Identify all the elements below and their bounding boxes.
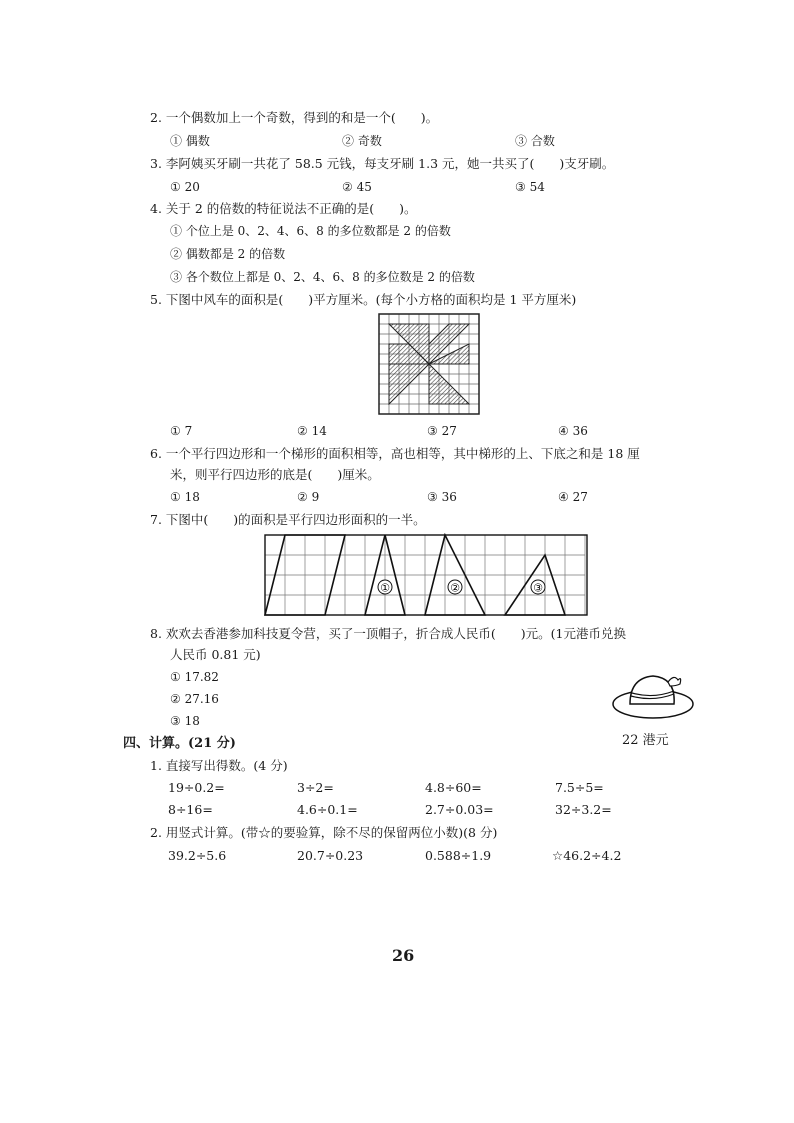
q3-option-3: ③ 54 bbox=[515, 180, 545, 194]
q8-option-3: ③ 18 bbox=[170, 714, 200, 728]
q4-option-1: ① 个位上是 0、2、4、6、8 的多位数都是 2 的倍数 bbox=[170, 224, 451, 238]
q6-option-4: ④ 27 bbox=[558, 490, 588, 504]
q6-text-line1: 6. 一个平行四边形和一个梯形的面积相等，高也相等，其中梯形的上、下底之和是 18 厘 bbox=[150, 446, 640, 461]
hat-price: 22 港元 bbox=[622, 733, 669, 748]
pinwheel-grid-figure bbox=[376, 311, 482, 417]
q2-option-1: ① 偶数 bbox=[170, 134, 210, 148]
q3-option-2: ② 45 bbox=[342, 180, 372, 194]
vertical-calc-3: 0.588÷1.9 bbox=[425, 848, 492, 863]
q7-text: 7. 下图中( )的面积是平行四边形面积的一半。 bbox=[150, 512, 426, 527]
q5-option-4: ④ 36 bbox=[558, 424, 588, 438]
calc-1-3: 4.8÷60= bbox=[425, 780, 482, 795]
page-number: 26 bbox=[392, 946, 415, 965]
q6-option-1: ① 18 bbox=[170, 490, 200, 504]
q3-text: 3. 李阿姨买牙刷一共花了 58.5 元钱，每支牙刷 1.3 元，她一共买了( )支牙刷。 bbox=[150, 156, 615, 171]
q8-option-1: ① 17.82 bbox=[170, 670, 219, 684]
q4-option-3: ③ 各个数位上都是 0、2、4、6、8 的多位数是 2 的倍数 bbox=[170, 270, 475, 284]
q5-option-1: ① 7 bbox=[170, 424, 193, 438]
calc-1-2: 3÷2= bbox=[297, 780, 334, 795]
hat-icon bbox=[608, 666, 698, 726]
triangle-2-label: ② bbox=[450, 581, 460, 595]
triangles-grid-figure bbox=[263, 533, 593, 618]
q2-option-3: ③ 合数 bbox=[515, 134, 555, 148]
q8-option-2: ② 27.16 bbox=[170, 692, 219, 706]
section4-title: 四、计算。(21 分) bbox=[123, 736, 236, 751]
vertical-calc-4: ☆46.2÷4.2 bbox=[552, 848, 622, 863]
triangle-1-label: ① bbox=[380, 581, 390, 595]
calc-2-2: 4.6÷0.1= bbox=[297, 802, 358, 817]
q5-text: 5. 下图中风车的面积是( )平方厘米。(每个小方格的面积均是 1 平方厘米) bbox=[150, 292, 577, 307]
calc-1-4: 7.5÷5= bbox=[555, 780, 604, 795]
q5-option-2: ② 14 bbox=[297, 424, 327, 438]
q4-option-2: ② 偶数都是 2 的倍数 bbox=[170, 247, 286, 261]
q8-text-line2: 人民币 0.81 元) bbox=[170, 647, 261, 662]
q2-text: 2. 一个偶数加上一个奇数，得到的和是一个( )。 bbox=[150, 110, 439, 125]
vertical-calc-2: 20.7÷0.23 bbox=[297, 848, 364, 863]
q8-text-line1: 8. 欢欢去香港参加科技夏令营，买了一顶帽子，折合成人民币( )元。(1元港币兑换 bbox=[150, 626, 626, 641]
q2-option-2: ② 奇数 bbox=[342, 134, 382, 148]
calc-2-4: 32÷3.2= bbox=[555, 802, 612, 817]
triangle-3-label: ③ bbox=[533, 581, 543, 595]
q6-option-2: ② 9 bbox=[297, 490, 320, 504]
q4-text: 4. 关于 2 的倍数的特征说法不正确的是( )。 bbox=[150, 201, 417, 216]
q5-option-3: ③ 27 bbox=[427, 424, 457, 438]
calc-2-3: 2.7÷0.03= bbox=[425, 802, 494, 817]
q6-text-line2: 米，则平行四边形的底是( )厘米。 bbox=[170, 467, 380, 482]
sub1-title: 1. 直接写出得数。(4 分) bbox=[150, 758, 288, 773]
q3-option-1: ① 20 bbox=[170, 180, 200, 194]
q6-option-3: ③ 36 bbox=[427, 490, 457, 504]
calc-1-1: 19÷0.2= bbox=[168, 780, 225, 795]
sub2-title: 2. 用竖式计算。(带☆的要验算，除不尽的保留两位小数)(8 分) bbox=[150, 825, 498, 840]
vertical-calc-1: 39.2÷5.6 bbox=[168, 848, 227, 863]
calc-2-1: 8÷16= bbox=[168, 802, 213, 817]
